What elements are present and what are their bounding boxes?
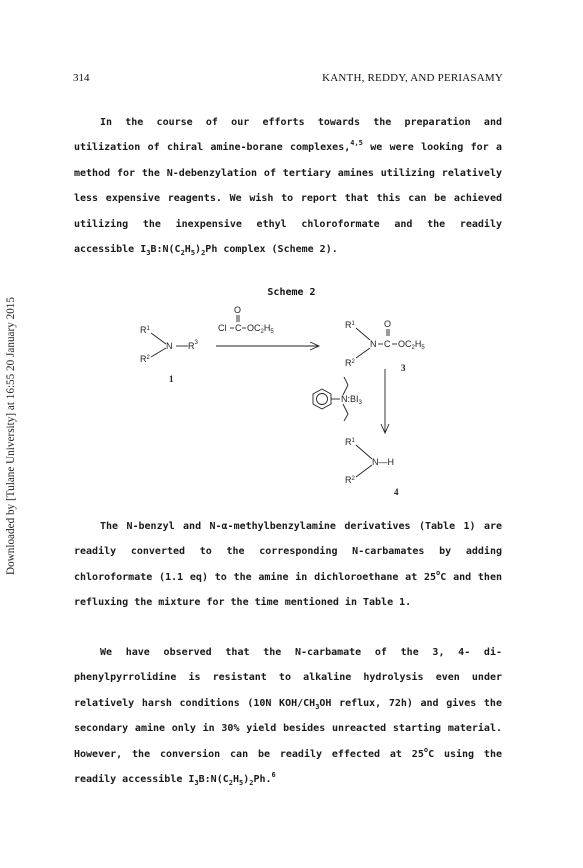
p3-text-1: We have observed that the N-carbamate of the 3, 4- di-phenylpyrrolidine is resistant to alkaline hydrolysis even under relatively harsh conditions (10N KOH/CH: [74, 647, 502, 709]
reagent-carbon: C: [235, 323, 242, 333]
subscript: 2: [180, 249, 185, 258]
citation-ref: 4,5: [350, 139, 363, 148]
citation-ref: 6: [271, 771, 276, 780]
subscript: 5: [190, 249, 196, 258]
subscript: 2: [249, 779, 254, 788]
r1-label: $R^1$: [345, 437, 355, 447]
p1-text-3: B:N(C: [150, 244, 181, 256]
paragraph-2: [74, 514, 502, 616]
r2-label: $R^2$: [345, 358, 355, 368]
p3-text-6: ): [243, 774, 250, 786]
r1-label: $R^1$: [140, 325, 150, 335]
r1-label: $R^1$: [345, 320, 355, 330]
p3-text-7: Ph.: [253, 774, 272, 786]
carbamate-carbon: C: [384, 339, 391, 349]
subscript: 3: [194, 779, 199, 788]
reagent-chlorine: Cl: [218, 323, 227, 333]
running-header: [73, 72, 503, 88]
p3-text-2: OH reflux, 72h) and gives the secondary amine only in 30% yield besides unreacted starting material. However, the conversion can be readily effected at 25: [74, 697, 502, 760]
p3-text-3: C using the readily accessible I: [74, 748, 502, 786]
superscript: o: [423, 745, 429, 754]
p2-text-2: C and then refluxing the mixture for the time mentioned in Table 1.: [74, 571, 502, 609]
p3-text-4: B:N(C: [198, 774, 229, 786]
subscript: 3: [146, 249, 151, 258]
page-number: 314: [73, 72, 90, 84]
p1-text-5: ): [195, 244, 202, 256]
compound-1-number: 1: [169, 374, 174, 384]
paragraph-1: [74, 110, 502, 262]
running-head-authors: KANTH, REDDY, AND PERIASAMY: [322, 72, 503, 84]
carbamate-nitrogen: N: [370, 339, 377, 349]
scheme-title: Scheme 2: [267, 287, 316, 298]
superscript: o: [436, 568, 441, 577]
r3-label: $R^3$: [188, 340, 198, 351]
borane-complex-label: $N:BI_3$: [341, 394, 362, 406]
r2-label: $R^2$: [345, 475, 355, 485]
amine-nitrogen: N: [166, 341, 173, 351]
compound-3-number: 3: [401, 363, 406, 373]
r2-label: $R^2$: [140, 354, 150, 364]
subscript: 3: [315, 702, 320, 711]
scheme-drawing: [0, 300, 583, 510]
secondary-amine-nh: N—H: [372, 457, 394, 467]
compound-4-number: 4: [394, 487, 399, 497]
reagent-ethoxy: $OC_2H_5$: [247, 323, 274, 335]
subscript: 2: [228, 779, 233, 788]
reagent-oxygen: O: [234, 305, 242, 315]
download-notice-text: Downloaded by [Tulane University] at 16:55 20 January 2015: [5, 297, 17, 575]
carbamate-oxygen: O: [384, 319, 392, 329]
p2-text-1: The N-benzyl and N-α-methylbenzylamine derivatives (Table 1) are readily converted to the corresponding N-carbamates by adding chloroformate (1.1 eq) to the amine in dichloroethane at 25: [74, 521, 502, 583]
p1-text-1: In the course of our efforts towards the preparation and utilization of chiral amine-borane complexes,: [74, 117, 502, 154]
p1-text-4: H: [184, 244, 191, 256]
carbamate-ethoxy: $OC_2H_5$: [398, 339, 425, 351]
subscript: 5: [239, 779, 244, 788]
reaction-scheme: [0, 300, 583, 510]
p1-text-6: Ph complex (Scheme 2).: [205, 244, 338, 256]
p1-text-2: we were looking for a method for the N-debenzylation of tertiary amines utilizing relatively less expensive reagents. We wish to report that this can be achieved utilizing the inexpensive ethyl chloroformate and the readily accessible I: [74, 142, 502, 256]
subscript: 2: [201, 249, 206, 258]
paragraph-3: [74, 640, 502, 792]
p3-text-5: H: [232, 774, 239, 786]
